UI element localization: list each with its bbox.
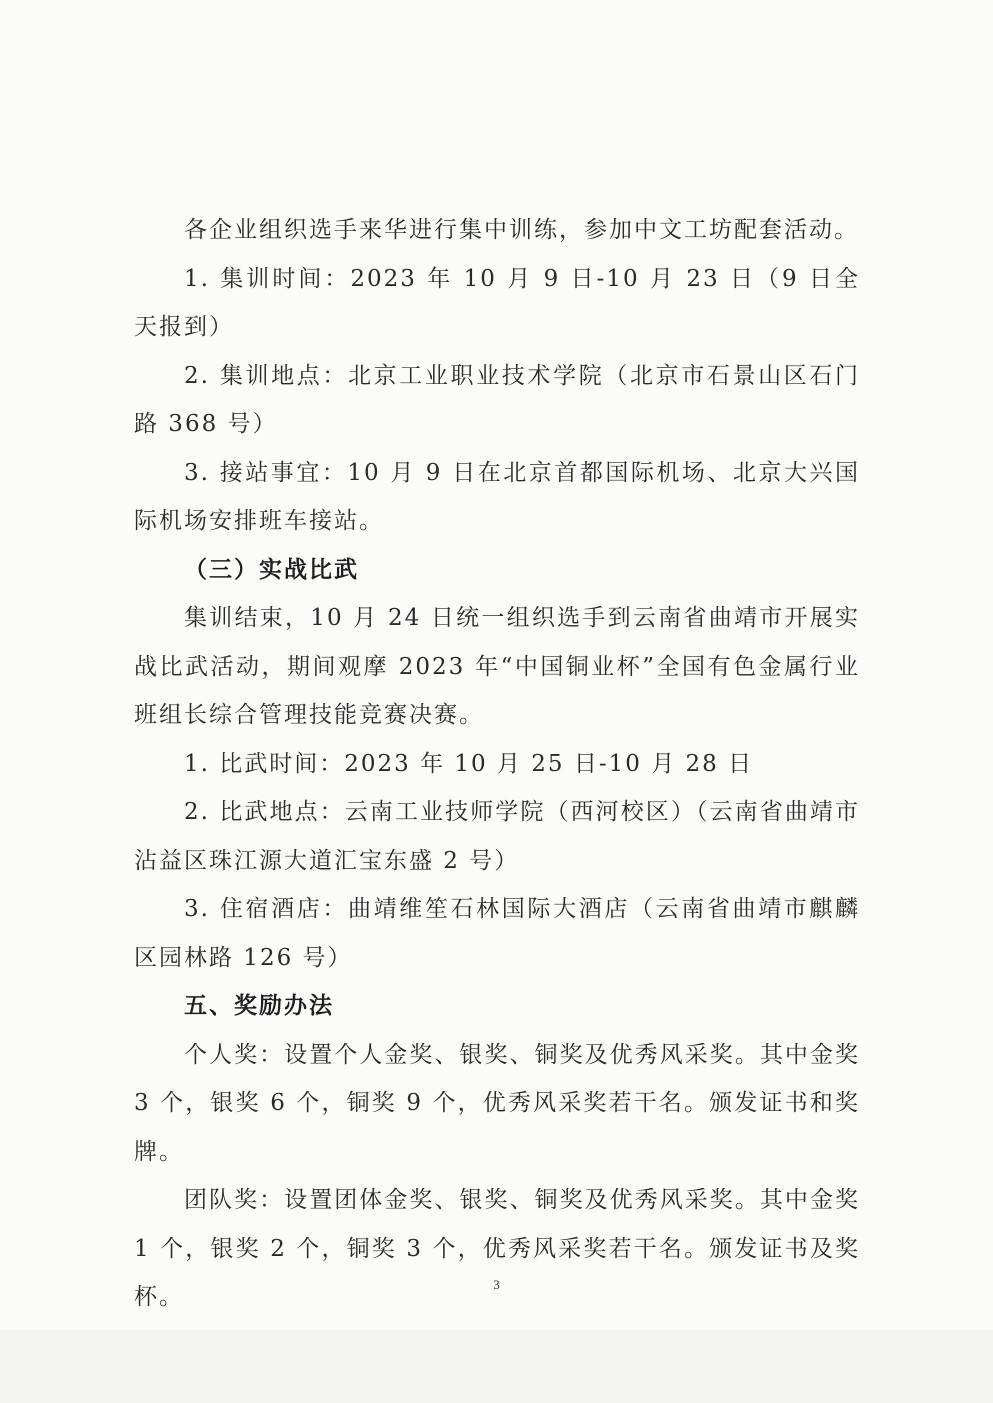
page-number: 3 <box>493 1277 500 1292</box>
section-heading-competition: （三）实战比武 <box>184 556 359 583</box>
paragraph-training-intro: 各企业组织选手来华进行集中训练，参加中文工坊配套活动。 <box>184 217 859 243</box>
paragraph-training-location: 2. 集训地点：北京工业职业技术学院（北京市石景山区石门路 368 号） <box>134 362 860 437</box>
paragraph-competition-time: 1. 比武时间：2023 年 10 月 25 日-10 月 28 日 <box>184 750 754 777</box>
paragraph-team-awards: 团队奖：设置团体金奖、银奖、铜奖及优秀风采奖。其中金奖 1 个，银奖 2 个，铜奖 3 个，优秀风采奖若干名。颁发证书及奖杯。 <box>134 1187 860 1310</box>
paragraph-competition-location: 2. 比武地点：云南工业技师学院（西河校区）（云南省曲靖市沾益区珠江源大道汇宝东盛 2 号） <box>134 799 860 874</box>
paragraph-pickup: 3. 接站事宜：10 月 9 日在北京首都国际机场、北京大兴国际机场安排班车接站。 <box>134 459 860 534</box>
scan-bottom-edge <box>0 1330 993 1403</box>
paragraph-training-time: 1. 集训时间：2023 年 10 月 9 日-10 月 23 日（9 日全天报到） <box>134 265 860 340</box>
paragraph-individual-awards: 个人奖：设置个人金奖、银奖、铜奖及优秀风采奖。其中金奖 3 个，银奖 6 个，铜奖 9 个，优秀风采奖若干名。颁发证书和奖牌。 <box>134 1041 860 1165</box>
document-body <box>134 206 860 1322</box>
paragraph-hotel: 3. 住宿酒店：曲靖维笙石林国际大酒店（云南省曲靖市麒麟区园林路 126 号） <box>134 896 860 971</box>
paragraph-competition-intro: 集训结束，10 月 24 日统一组织选手到云南省曲靖市开展实战比武活动，期间观摩 2023 年“中国铜业杯”全国有色金属行业班组长综合管理技能竞赛决赛。 <box>134 605 860 728</box>
section-heading-awards: 五、奖励办法 <box>184 993 334 1019</box>
